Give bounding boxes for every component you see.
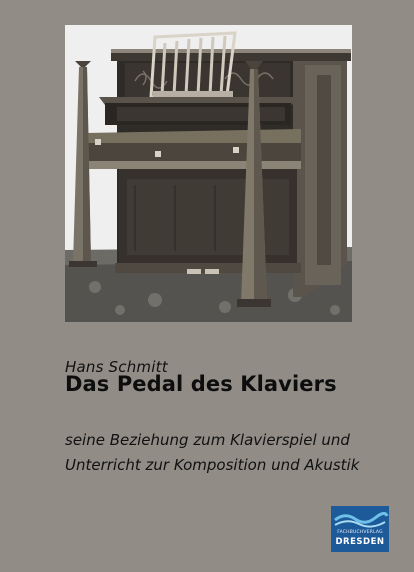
book-title: Das Pedal des Klaviers	[65, 372, 337, 396]
author-name: Hans Schmitt	[65, 358, 168, 376]
publisher-name-large: DRESDEN	[335, 537, 385, 547]
piano-illustration	[65, 25, 352, 322]
subtitle-line: Unterricht zur Komposition und Akustik	[65, 456, 360, 474]
subtitle-line: seine Beziehung zum Klavierspiel und	[65, 431, 350, 449]
publisher-name-small: FACHBUCHVERLAG	[337, 530, 383, 535]
wave-icon	[331, 510, 389, 530]
publisher-logo	[331, 506, 389, 552]
book-subtitle	[65, 428, 365, 478]
piano-drawing	[65, 25, 352, 322]
